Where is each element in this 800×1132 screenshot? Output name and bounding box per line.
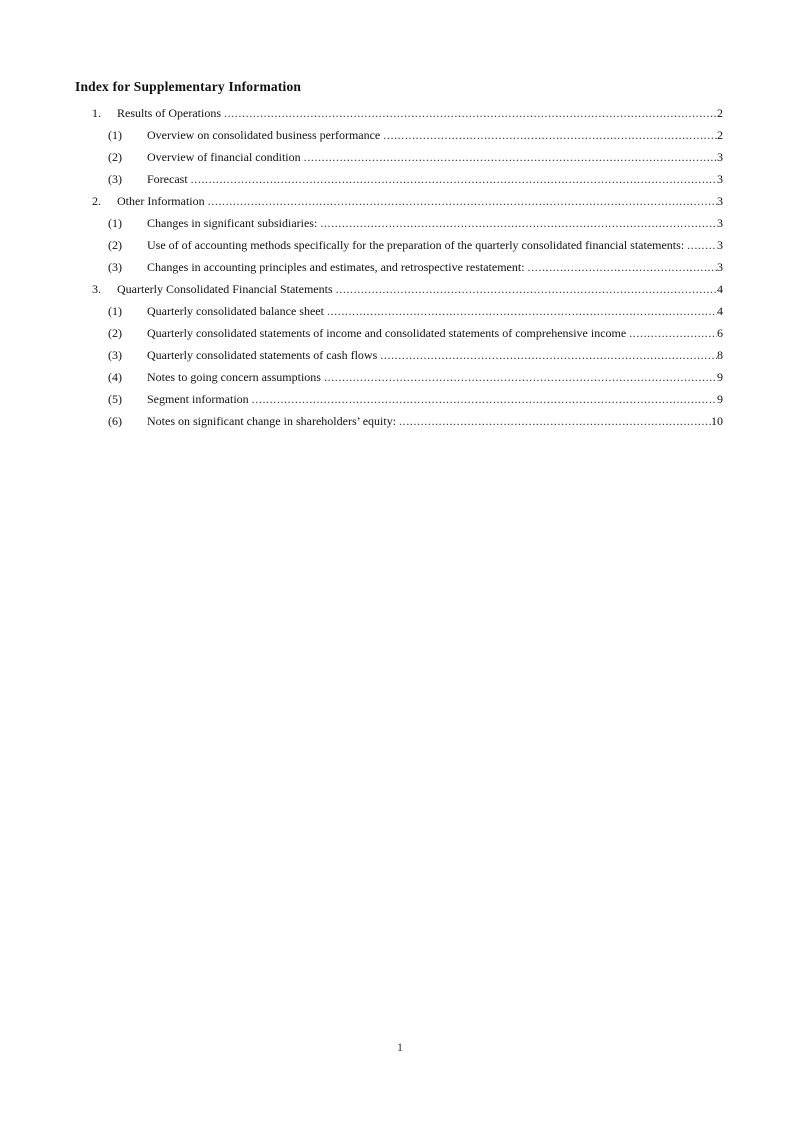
toc-section [75,79,723,432]
dot-leader [525,256,717,278]
toc-entry-label: Notes to going concern assumptions [147,370,321,384]
toc-entry-page: 3 [717,260,723,274]
toc-entry-other-information [75,190,723,212]
toc-entry-number: (3) [108,172,122,186]
toc-entry-label: Forecast [147,172,188,186]
toc-entry-page: 8 [717,348,723,362]
toc-entry-page: 2 [717,128,723,142]
toc-entry-number: (5) [108,392,122,406]
toc-entry-accounting-principles [75,256,723,278]
toc-entry-segment-information [75,388,723,410]
dot-leader [188,168,717,190]
toc-entry-number: (1) [108,128,122,142]
dot-leader [321,366,717,388]
toc-entry-label: Notes on significant change in shareholders’ equity: [147,414,397,428]
toc-entry-page: 3 [717,216,723,230]
toc-entry-accounting-methods [75,234,723,256]
toc-entry-label: Quarterly consolidated statements of income and consolidated statements of comprehensive income [147,326,627,340]
toc-entry-page: 4 [717,282,723,296]
toc-entry-number: (2) [108,326,122,340]
toc-entry-number: (4) [108,370,122,384]
toc-entry-number: (1) [108,304,122,318]
toc-entry-overview-financial-condition [75,146,723,168]
toc-entry-results-of-operations [75,102,723,124]
document-title: Index for Supplementary Information [75,79,302,94]
toc-entry-page: 9 [717,392,723,406]
toc-entry-shareholders-equity [75,410,723,432]
toc-entry-page: 4 [717,304,723,318]
dot-leader [626,322,717,344]
toc-entry-label: Segment information [147,392,249,406]
toc-entry-cash-flows [75,344,723,366]
toc-entry-label: Results of Operations [117,106,221,120]
toc-entry-page: 6 [717,326,723,340]
toc-entry-forecast [75,168,723,190]
dot-leader [221,102,717,124]
toc-entry-label: Overview of financial condition [147,150,301,164]
toc-entry-balance-sheet [75,300,723,322]
dot-leader [317,212,717,234]
toc-entry-quarterly-financial-statements [75,278,723,300]
toc-entry-number: (3) [108,260,122,274]
toc-entry-number: (2) [108,150,122,164]
footer-page-number: 1 [397,1040,403,1054]
toc-entry-label: Use of of accounting methods specifically for the preparation of the quarterly consolidated financial statements: [147,238,685,252]
dot-leader [377,344,717,366]
toc-entry-page: 3 [717,150,723,164]
toc-entry-overview-business-performance [75,124,723,146]
dot-leader [324,300,717,322]
toc-entry-label: Quarterly consolidated statements of cash flows [147,348,378,362]
toc-entry-page: 3 [717,238,723,252]
dot-leader [205,190,717,212]
toc-entry-label: Overview on consolidated business performance [147,128,381,142]
dot-leader [333,278,717,300]
toc-entry-page: 3 [717,194,723,208]
dot-leader [396,410,711,432]
toc-entry-number: (3) [108,348,122,362]
toc-entry-label: Other Information [117,194,205,208]
toc-entry-label: Changes in significant subsidiaries: [147,216,318,230]
dot-leader [301,146,717,168]
toc-entry-page: 2 [717,106,723,120]
toc-entry-number: (2) [108,238,122,252]
toc-entry-number: (1) [108,216,122,230]
toc-entry-number: (6) [108,414,122,428]
toc-entry-statements-of-income [75,322,723,344]
toc-entry-label: Changes in accounting principles and estimates, and retrospective restatement: [147,260,525,274]
dot-leader [380,124,717,146]
toc-entry-number: 1. [92,106,101,120]
dot-leader [249,388,717,410]
toc-entry-page: 3 [717,172,723,186]
toc-entry-label: Quarterly consolidated balance sheet [147,304,324,318]
dot-leader [684,234,717,256]
toc-entry-page: 10 [711,414,723,428]
toc-entry-page: 9 [717,370,723,384]
toc-entry-number: 2. [92,194,101,208]
toc-entry-label: Quarterly Consolidated Financial Statements [117,282,333,296]
toc-entry-going-concern [75,366,723,388]
toc-entry-changes-subsidiaries [75,212,723,234]
toc-entry-number: 3. [92,282,101,296]
